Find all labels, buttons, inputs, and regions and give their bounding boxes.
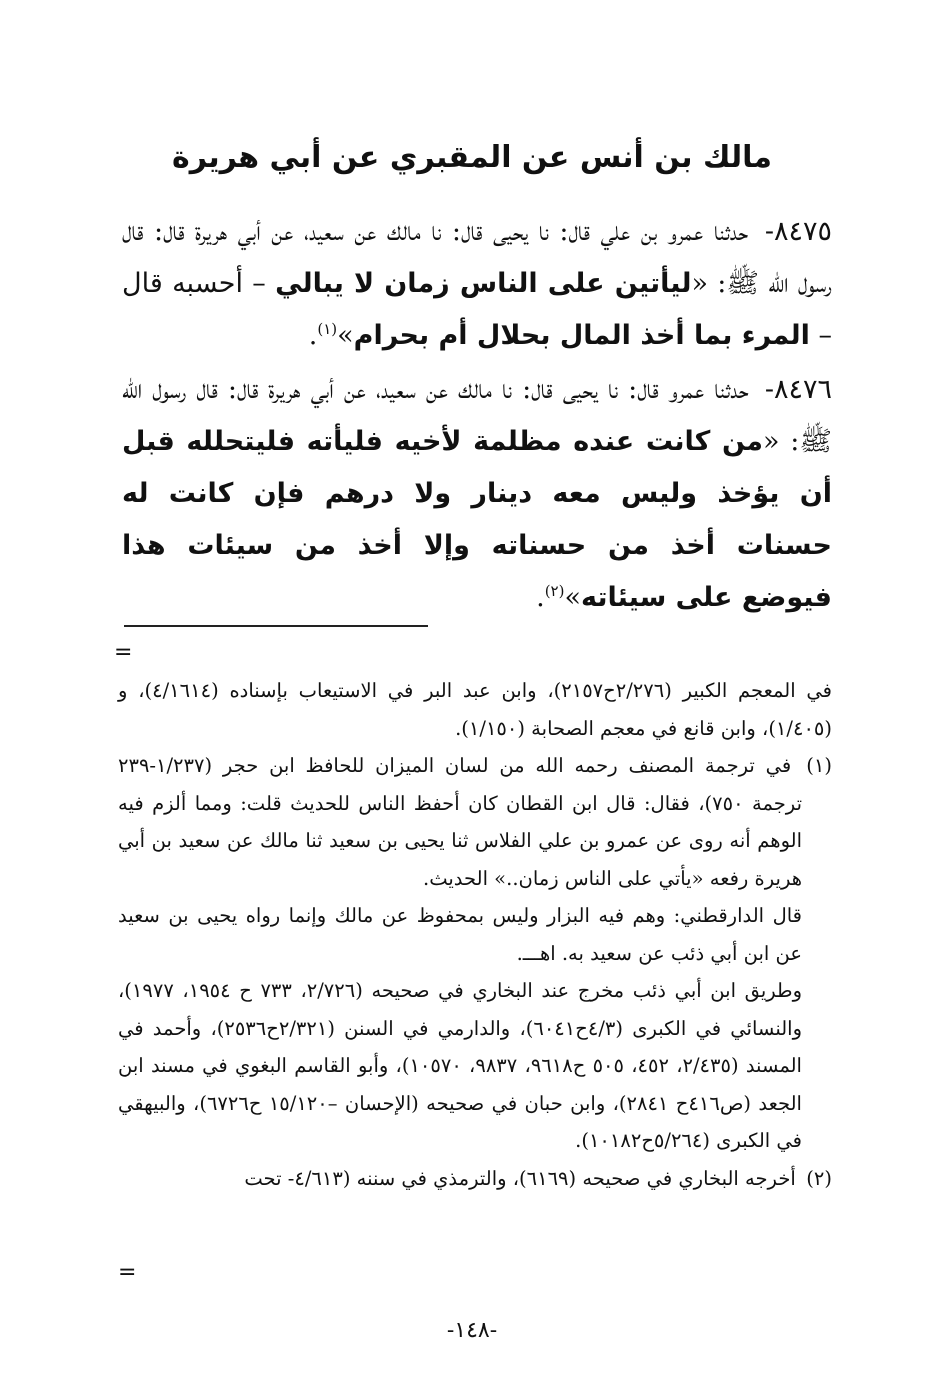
hadith-number: ٨٤٧٦- [764, 374, 832, 405]
footnotes [118, 672, 832, 1197]
footnote-text: في ترجمة المصنف رحمه الله من لسان الميزان للحافظ ابن حجر (١/٢٣٧-٢٣٩ ترجمة ٧٥٠)، فقال: قال ابن القطان كان أحفظ الناس للحديث قلت: ومما ألزم فيه الوهم أنه روى عن عمرو بن علي الفلاس ثنا يحيى بن سعيد ثنا مالك عن سعيد بن أبي هريرة رفعه «يأتي على الناس زمان..» الحديث. [118, 754, 802, 890]
footnote-text: أخرجه البخاري في صحيحه (٦١٦٩)، والترمذي في سننه (٤/٦١٣- تحت [244, 1166, 796, 1190]
footnote-1-paragraph: وطريق ابن أبي ذئب مخرج عند البخاري في صحيحه (٢/٧٢٦، ٧٣٣ ح ١٩٥٤، ١٩٧٧)، والنسائي في الكبرى (٤/٣ح٦٠٤١)، والدارمي في السنن (٢/٣٢١ح٢٥٣٦)، وأحمد في المسند (٢/٤٣٥، ٤٥٢، ٥٠٥ ح٩٦١٨، ٩٨٣٧، ١٠٥٧٠)، وأبو القاسم البغوي في مسند ابن الجعد (ص٤١٦ح ٢٨٤١)، وابن حبان في صحيحه (الإحسان –١٥/١٢٠ ح٦٧٢٦)، والبيهقي في الكبرى (٥/٢٦٤ح١٠١٨٢). [118, 979, 802, 1152]
continuation-mark: = [118, 1260, 137, 1285]
hadith-8475 [122, 206, 832, 362]
page-number: -١٤٨- [446, 1318, 498, 1343]
hadith-text-bold: ليأتين على الناس زمان لا يبالي [275, 268, 692, 299]
hadith-number: ٨٤٧٥- [764, 216, 832, 247]
hadith-8476 [122, 364, 832, 624]
hadith-text-bold: المرء بما أخذ المال بحلال أم بحرام [353, 320, 810, 351]
hadith-end: . [308, 320, 318, 351]
hadith-quote-close: » [564, 582, 581, 613]
hadith-end: . [536, 582, 545, 613]
footnote-ref: (١) [317, 320, 338, 338]
footnote-carryover: في المعجم الكبير (٢/٢٧٦ح٢١٥٧)، وابن عبد البر في الاستيعاب بإسناده (٤/١٦١٤)، و (١/٤٠٥)، وابن قانع في معجم الصحابة (١/١٥٠). [118, 679, 832, 740]
hadith-quote-close: » [337, 320, 354, 351]
hadith-chain: حدثنا عمرو قال: نا يحيى قال: نا مالك عن سعيد، عن أبي هريرة قال: قال رسول الله ﷺ: « [122, 374, 832, 457]
footnote-1 [118, 747, 832, 897]
hadith-text-middle: – أحسبه قال – [122, 268, 832, 351]
footnote-number: (١) [806, 754, 832, 777]
footnote-2 [118, 1160, 832, 1198]
hadith-text-bold: من كانت عنده مظلمة لأخيه فليأته فليتحلله قبل أن يؤخذ وليس معه دينار ولا درهم فإن كانت له حسنات أخذ من حسناته وإلا أخذ من سيئات هذا فيوضع على سيئاته [122, 426, 832, 613]
continuation-mark: = [114, 640, 133, 665]
footnote-separator [124, 625, 428, 627]
footnote-number: (٢) [806, 1166, 832, 1190]
hadith-chain: حدثنا عمرو بن علي قال: نا يحيى قال: نا مالك عن سعيد، عن أبي هريرة قال: قال رسول الله ﷺ: « [122, 216, 832, 299]
footnote-1-paragraph: قال الدارقطني: وهم فيه البزار وليس بمحفوظ عن مالك وإنما رواه يحيى بن سعيد عن ابن أبي ذئب عن سعيد به. اهـــ. [118, 904, 802, 965]
footnote-ref: (٢) [544, 582, 565, 600]
chapter-title: مالك بن أنس عن المقبري عن أبي هريرة [172, 140, 772, 175]
